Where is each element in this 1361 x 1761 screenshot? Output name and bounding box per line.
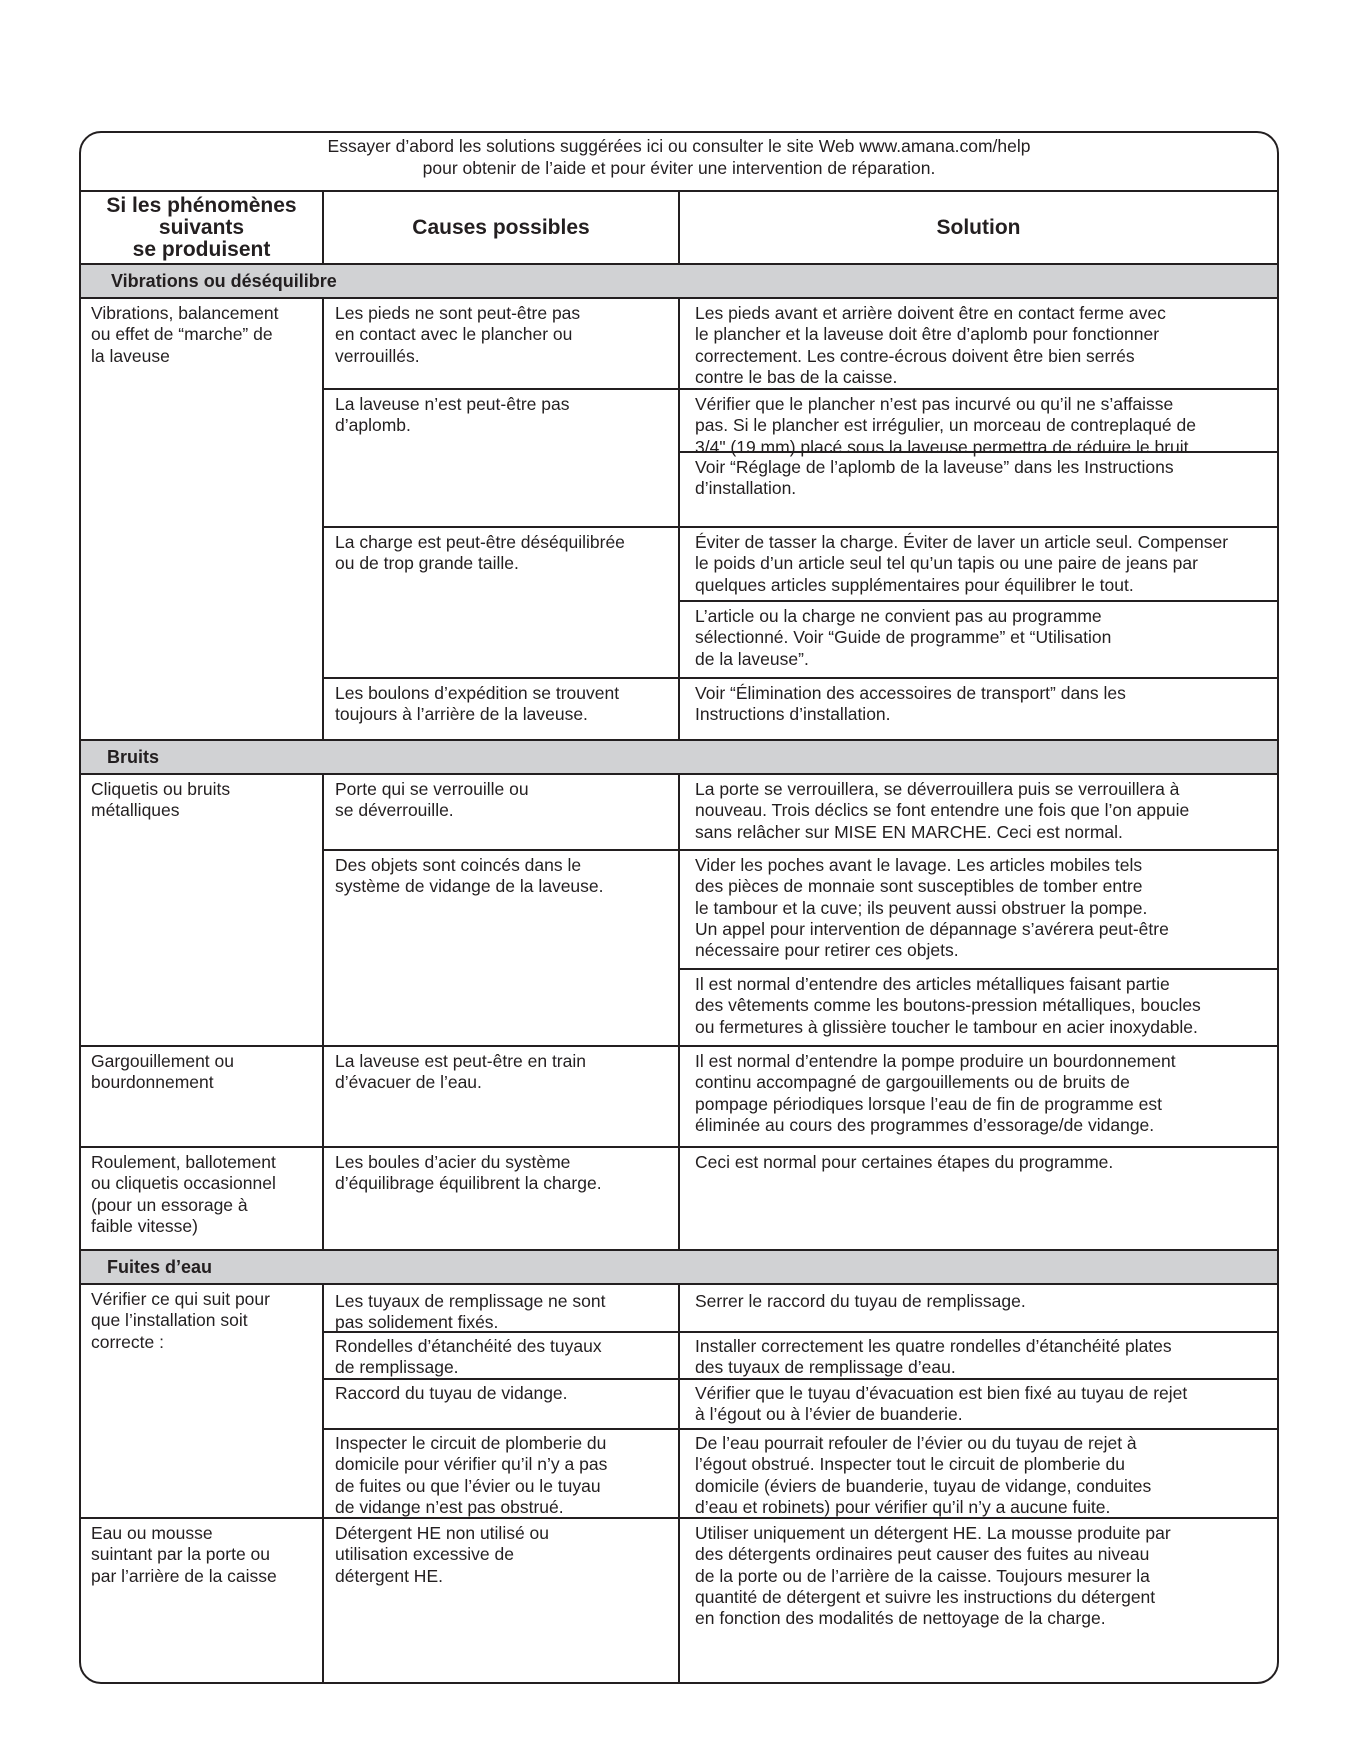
cause-cell: Les boules d’acier du système d’équilibrage équilibrent la charge. xyxy=(335,1152,602,1194)
problem-cell: Cliquetis ou bruits métalliques xyxy=(91,779,231,821)
solution-cell: L’article ou la charge ne convient pas au programme sélectionné. Voir “Guide de programme” et “Utilisation de la laveuse”. xyxy=(695,606,1112,669)
divider xyxy=(323,1428,1277,1430)
column-divider xyxy=(322,773,324,1251)
column-divider xyxy=(322,1283,324,1684)
solution-cell: Vérifier que le plancher n’est pas incurvé ou qu’il ne s’affaisse pas. Si le plancher est irrégulier, un morceau de contreplaqué de 3/4" (19 mm) placé sous la laveuse permettra de réduire le bruit. xyxy=(695,394,1196,457)
cause-cell: Les tuyaux de remplissage ne sont pas solidement fixés. xyxy=(335,1291,606,1333)
problem-cell: Vibrations, balancement ou effet de “marche” de la laveuse xyxy=(91,303,279,366)
solution-cell: Voir “Élimination des accessoires de transport” dans les Instructions d’installation. xyxy=(695,683,1126,725)
section-title-bruits: Bruits xyxy=(107,747,160,767)
intro-text: Essayer d’abord les solutions suggérées ici ou consulter le site Web www.amana.com/help pour obtenir de l’aide et pour éviter une intervention de réparation. xyxy=(327,136,1031,178)
divider xyxy=(323,388,1277,390)
solution-cell: Serrer le raccord du tuyau de remplissage. xyxy=(695,1291,1026,1311)
column-divider xyxy=(322,297,324,741)
divider xyxy=(323,849,1277,851)
solution-cell: La porte se verrouillera, se déverrouillera puis se verrouillera à nouveau. Trois déclics se font entendre une fois que l’on appuie sans relâcher sur MISE EN MARCHE. Ceci est normal. xyxy=(695,779,1190,842)
problem-cell: Vérifier ce qui suit pour que l’installation soit correcte : xyxy=(91,1289,270,1352)
cause-cell: Inspecter le circuit de plomberie du domicile pour vérifier qu’il n’y a pas de fuites ou que l’évier ou le tuyau de vidange n’est pas obstrué. xyxy=(335,1433,608,1517)
solution-cell: Il est normal d’entendre des articles métalliques faisant partie des vêtements comme les boutons-pression métalliques, boucles ou fermetures à glissière toucher le tambour en acier inoxydable. xyxy=(695,974,1201,1037)
problem-cell: Roulement, ballotement ou cliquetis occasionnel (pour un essorage à faible vitesse) xyxy=(91,1152,276,1236)
column-divider xyxy=(678,1283,680,1684)
column-divider xyxy=(678,297,680,741)
solution-cell: De l’eau pourrait refouler de l’évier ou du tuyau de rejet à l’égout obstrué. Inspecter tout le circuit de plomberie du domicile (éviers de buanderie, tuyau de vidange, conduites d’eau et robinets) pour vérifier qu’il n’y a aucune fuite. xyxy=(695,1433,1152,1517)
solution-cell: Ceci est normal pour certaines étapes du programme. xyxy=(695,1152,1114,1172)
solution-cell: Utiliser uniquement un détergent HE. La mousse produite par des détergents ordinaires peut causer des fuites au niveau de la porte ou de l’arrière de la caisse. Toujours mesurer la quantité de détergent et suivre les instructions du détergent en fonction des modalités de nettoyage de la charge. xyxy=(695,1523,1171,1629)
cause-cell: La laveuse n’est peut-être pas d’aplomb. xyxy=(335,394,570,436)
divider xyxy=(679,968,1277,970)
troubleshooting-table xyxy=(79,131,1279,1684)
problem-cell: Eau ou mousse suintant par la porte ou par l’arrière de la caisse xyxy=(91,1523,277,1586)
solution-cell: Vider les poches avant le lavage. Les articles mobiles tels des pièces de monnaie sont susceptibles de tomber entre le tambour et la cuve; ils peuvent aussi obstruer la pompe. Un appel pour intervention de dépannage s’avérera peut-être nécessaire pour retirer ces objets. xyxy=(695,855,1169,961)
column-divider xyxy=(678,773,680,1251)
cause-cell: Porte qui se verrouille ou se déverrouille. xyxy=(335,779,529,821)
solution-cell: Voir “Réglage de l’aplomb de la laveuse” dans les Instructions d’installation. xyxy=(695,457,1174,499)
solution-cell: Installer correctement les quatre rondelles d’étanchéité plates des tuyaux de remplissage d’eau. xyxy=(695,1336,1172,1378)
cause-cell: Les pieds ne sont peut-être pas en contact avec le plancher ou verrouillés. xyxy=(335,303,581,366)
cause-cell: Raccord du tuyau de vidange. xyxy=(335,1383,568,1403)
cause-cell: La charge est peut-être déséquilibrée ou de trop grande taille. xyxy=(335,532,625,574)
divider xyxy=(323,526,1277,528)
cause-cell: La laveuse est peut-être en train d’évacuer de l’eau. xyxy=(335,1051,586,1093)
solution-cell: Éviter de tasser la charge. Éviter de laver un article seul. Compenser le poids d’un article seul tel qu’un tapis ou une paire de jeans par quelques articles supplémentaires pour équilibrer le tout. xyxy=(695,532,1229,595)
section-title-fuites: Fuites d’eau xyxy=(107,1257,213,1277)
cause-cell: Rondelles d’étanchéité des tuyaux de remplissage. xyxy=(335,1336,602,1378)
solution-cell: Les pieds avant et arrière doivent être en contact ferme avec le plancher et la laveuse doit être d’aplomb pour fonctionner correctement. Les contre-écrous doivent être bien serrés contre le bas de la caisse. xyxy=(695,303,1166,387)
section-band-bruits xyxy=(81,741,1277,775)
header-solution: Solution xyxy=(936,215,1021,239)
solution-cell: Vérifier que le tuyau d’évacuation est bien fixé au tuyau de rejet à l’égout ou à l’évier de buanderie. xyxy=(695,1383,1188,1425)
cause-cell: Des objets sont coincés dans le système de vidange de la laveuse. xyxy=(335,855,604,897)
header-problem: Si les phénomènes suivants se produisent xyxy=(106,193,297,261)
cause-cell: Les boulons d’expédition se trouvent toujours à l’arrière de la laveuse. xyxy=(335,683,620,725)
cause-cell: Détergent HE non utilisé ou utilisation excessive de détergent HE. xyxy=(335,1523,550,1586)
section-band-fuites xyxy=(81,1251,1277,1285)
divider xyxy=(679,600,1277,602)
section-title-vibrations: Vibrations ou déséquilibre xyxy=(111,271,337,291)
divider xyxy=(323,677,1277,679)
solution-cell: Il est normal d’entendre la pompe produire un bourdonnement continu accompagné de gargouillements ou de bruits de pompage périodiques lorsque l’eau de fin de programme est éliminée au cours des programmes d’essorage/de vidange. xyxy=(695,1051,1176,1135)
header-causes: Causes possibles xyxy=(412,215,590,239)
problem-cell: Gargouillement ou bourdonnement xyxy=(91,1051,234,1093)
